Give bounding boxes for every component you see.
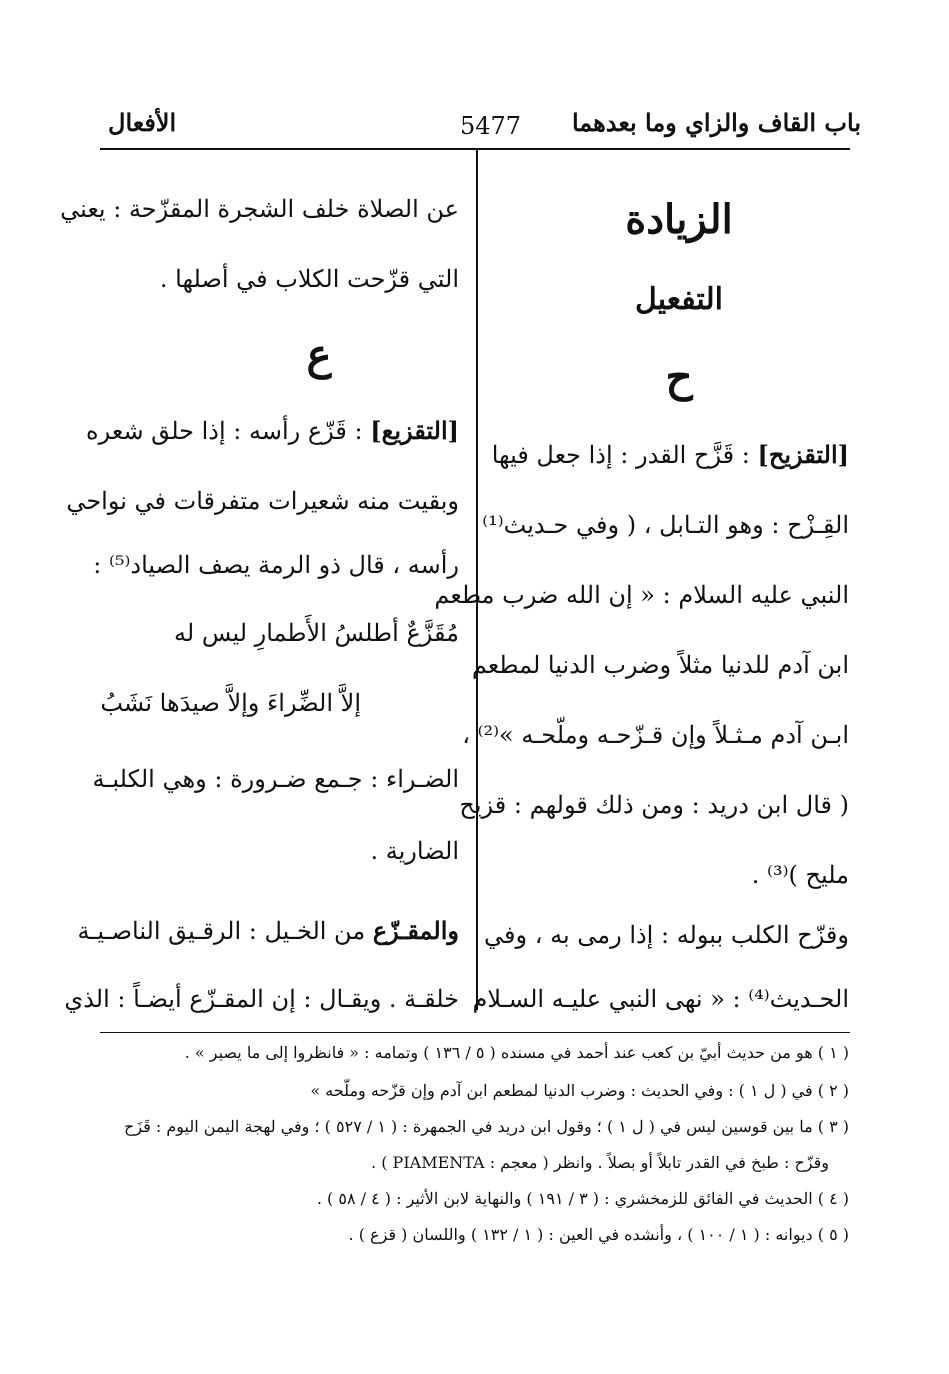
footnote: ( ٣ ) ما بين قوسين ليس في ( ل ١ ) ؛ وقول ابن دريد في الجمهرة : ( ١ / ٥٢٧ ) ؛ وفي لهجة اليمن اليوم : قَزَح [124, 1117, 849, 1136]
section-heading: الأفعال [108, 108, 177, 137]
text-line: الحـديث⁽⁴⁾ : « نهى النبي عليـه السـلام [472, 985, 849, 1013]
letter-heading: ح [665, 352, 693, 401]
footnote: ( ٥ ) ديوانه : ( ١ / ١٠٠ ) ، وأنشده في العين : ( ١ / ١٣٢ ) واللسان ( قزع ) . [348, 1225, 849, 1244]
section-title: الزيادة [625, 196, 733, 243]
text-line: خلقـة . ويقـال : إن المقـزّع أيضـاً : الذي [64, 985, 459, 1013]
footnote: ( ٤ ) الحديث في الفائق للزمخشري : ( ٣ / ١٩١ ) والنهاية لابن الأثير : ( ٤ / ٥٨ ) . [316, 1189, 849, 1208]
text-line: ابن آدم للدنيا مثلاً وضرب الدنيا لمطعم [471, 651, 849, 679]
text-line: عن الصلاة خلف الشجرة المقزّحة : يعني [60, 195, 459, 223]
footnote-continuation: وقزّح : طبخ في القدر تابلاً أو بصلاً . وانظر ( معجم : PIAMENTA ) . [371, 1153, 829, 1172]
text-line: ابـن آدم مـثـلاً وإن قـزّحـه وملّحـه »⁽²⁾ ، [462, 721, 849, 749]
chapter-heading: باب القاف والزاي وما بعدهما [571, 108, 861, 137]
text-line: والمقـزّع من الخـيل : الرقـيق الناصـيـة [77, 916, 459, 945]
text-line: وبقيت منه شعيرات متفرقات في نواحي [66, 487, 459, 515]
section-subtitle: التفعيل [635, 282, 723, 317]
page-number: 5477 [460, 112, 522, 140]
verse-line: إلاَّ الضِّراءَ وإلاَّ صيدَها نَشَبُ [100, 689, 361, 717]
text-line: [التقزيح] : قَزَّح القدر : إذا جعل فيها [491, 440, 849, 469]
verse-line: مُقَزَّعٌ أطلسُ الأَطمارِ ليس له [174, 619, 459, 647]
text-line: ( قال ابن دريد : ومن ذلك قولهم : قزيح [459, 791, 849, 819]
text-line: الضارية . [370, 837, 459, 865]
text-line: الضـراء : جـمع ضـرورة : وهي الكلبـة [92, 765, 459, 793]
footnote: ( ٢ ) في ( ل ١ ) : وفي الحديث : وضرب الدنيا لمطعم ابن آدم وإن قزّحه وملّحه » [310, 1081, 849, 1100]
footnote-rule [100, 1032, 850, 1033]
letter-heading: ع [306, 330, 332, 379]
text-line: وقزّح الكلب ببوله : إذا رمى به ، وفي [484, 921, 849, 949]
text-line: التي قزّحت الكلاب في أصلها . [159, 265, 459, 293]
text-line: القِـزْح : وهو التـابل ، ( وفي حـديث⁽¹⁾ [482, 511, 849, 539]
text-line: النبي عليه السلام : « إن الله ضرب مطعم [434, 581, 849, 609]
text-line: رأسه ، قال ذو الرمة يصف الصياد⁽⁵⁾ : [93, 551, 459, 579]
footnote: ( ١ ) هو من حديث أبيّ بن كعب عند أحمد في مسنده ( ٥ / ١٣٦ ) وتمامه : « فانظروا إلى ما يصير » . [184, 1043, 849, 1062]
header-rule [100, 148, 850, 150]
text-line: مليح )⁽³⁾ . [751, 861, 849, 889]
text-line: [التقزيع] : قَزّع رأسه : إذا حلق شعره [86, 416, 459, 445]
